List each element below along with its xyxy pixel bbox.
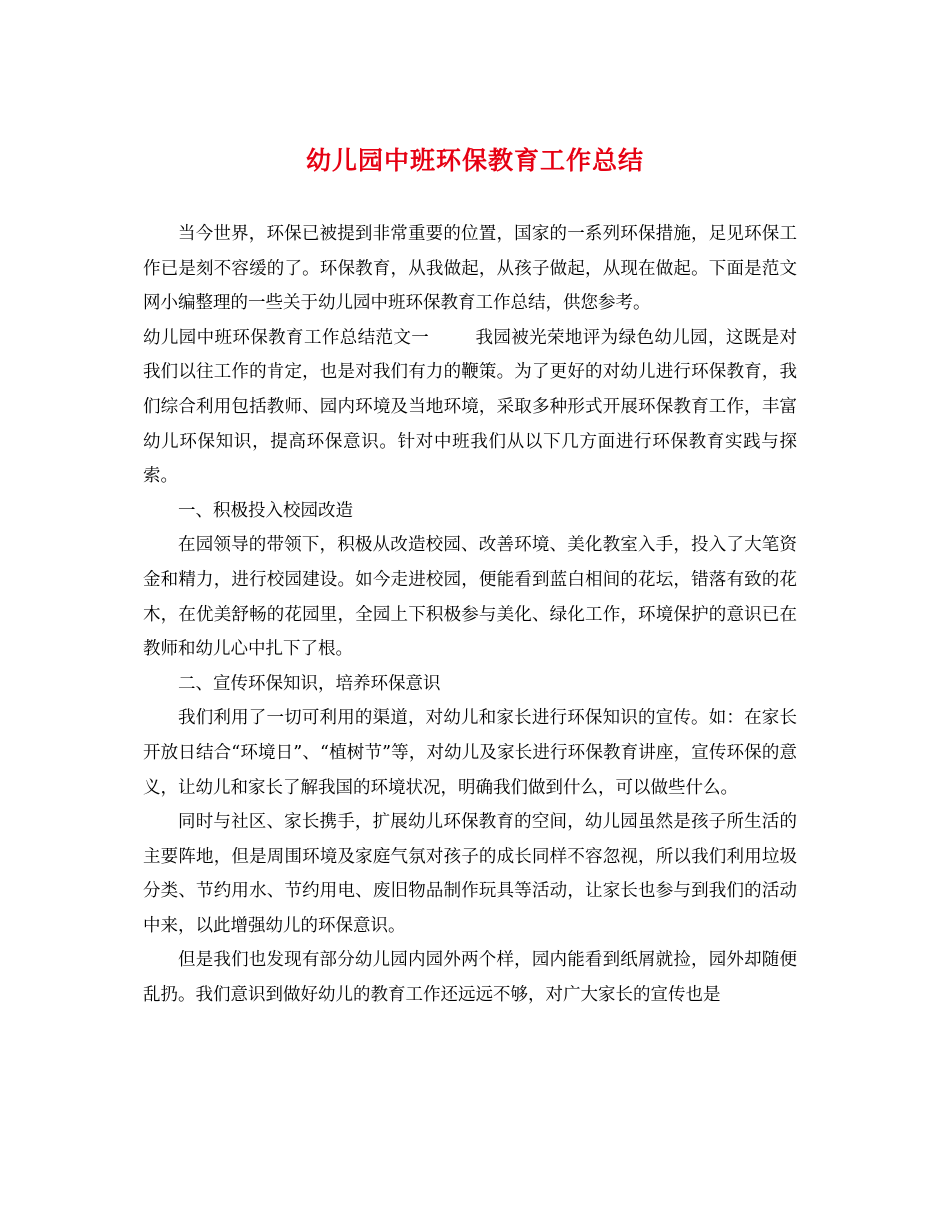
- section-2-heading: 二、宣传环保知识，培养环保意识: [178, 673, 441, 694]
- section-2-paragraph-3: 但是我们也发现有部分幼儿园内园外两个样，园内能看到纸屑就捡，园外却随便乱扔。我们意识到做好幼儿的教育工作还远远不够，对广大家长的宣传也是: [143, 950, 797, 1006]
- document-body: [143, 217, 797, 1013]
- sample-paragraph: [143, 321, 797, 494]
- sample-lead-text: 我园被光荣地评为绿色幼儿园，这既是对我们以往工作的肯定，也是对我们有力的鞭策。为了更好的对幼儿进行环保教育，我们综合利用包括教师、园内环境及当地环境，采取多种形式开展环保教育工作，丰富幼儿环保知识，提高环保意识。针对中班我们从以下几方面进行环保教育实践与探索。: [143, 327, 798, 487]
- section-1-heading: 一、积极投入校园改造: [178, 500, 353, 521]
- section-1-paragraph: 在园领导的带领下，积极从改造校园、改善环境、美化教室入手，投入了大笔资金和精力，进行校园建设。如今走进校园，便能看到蓝白相间的花坛，错落有致的花木，在优美舒畅的花园里，全园上下积极参与美化、绿化工作，环境保护的意识已在教师和幼儿心中扎下了根。: [143, 535, 797, 660]
- intro-paragraph: 当今世界，环保已被提到非常重要的位置，国家的一系列环保措施，足见环保工作已是刻不容缓的了。环保教育，从我做起，从孩子做起，从现在做起。下面是范文网小编整理的一些关于幼儿园中班环保教育工作总结，供您参考。: [143, 224, 797, 314]
- section-2-paragraph-1: 我们利用了一切可利用的渠道，对幼儿和家长进行环保知识的宣传。如：在家长开放日结合“环境日”、“植树节”等，对幼儿及家长进行环保教育讲座，宣传环保的意义，让幼儿和家长了解我国的环境状况，明确我们做到什么，可以做些什么。: [143, 708, 797, 798]
- sample-heading: 幼儿园中班环保教育工作总结范文一: [143, 327, 430, 348]
- section-2-paragraph-2: 同时与社区、家长携手，扩展幼儿环保教育的空间，幼儿园虽然是孩子所生活的主要阵地，但是周围环境及家庭气氛对孩子的成长同样不容忽视，所以我们利用垃圾分类、节约用水、节约用电、废旧物品制作玩具等活动，让家长也参与到我们的活动中来，以此增强幼儿的环保意识。: [143, 812, 797, 936]
- document-title: 幼儿园中班环保教育工作总结: [305, 146, 644, 175]
